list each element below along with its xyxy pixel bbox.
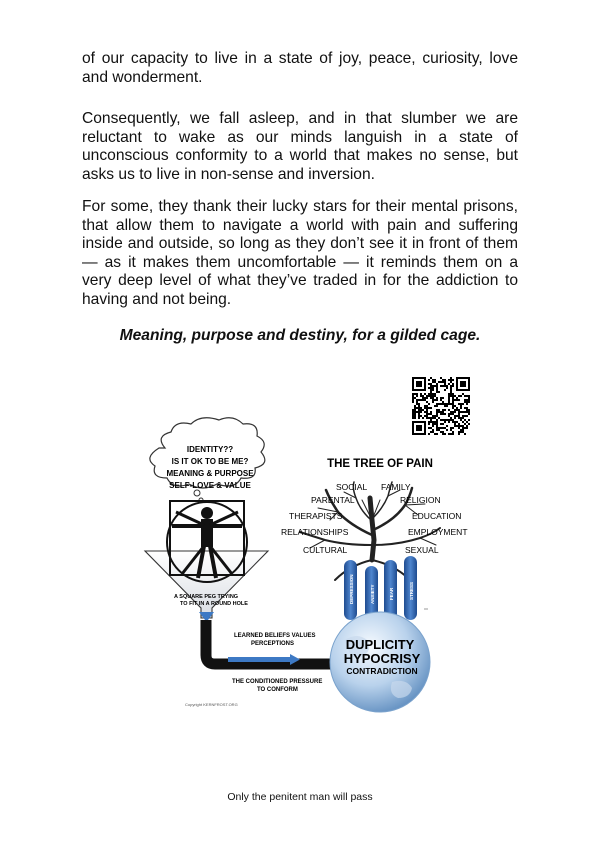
pipe-bottom-2: TO CONFORM — [257, 687, 298, 693]
branch-cultural: CULTURAL — [303, 545, 348, 555]
pipe-bottom-1: THE CONDITIONED PRESSURE — [232, 679, 323, 685]
root-depression: DEPRESSION — [349, 574, 354, 604]
branch-education: EDUCATION — [412, 511, 462, 521]
root-anxiety: ANXIETY — [370, 584, 375, 604]
branch-parental: PARENTAL — [311, 495, 355, 505]
tree-title: THE TREE OF PAIN — [327, 458, 433, 470]
globe — [330, 612, 430, 712]
root-fear: FEAR — [389, 587, 394, 600]
globe-word-duplicity: DUPLICITY — [345, 637, 415, 652]
tagline: Meaning, purpose and destiny, for a gilded cage. — [119, 327, 481, 344]
roots — [344, 556, 417, 620]
copyright-text: Copyright KERNFROST.ORG — [185, 702, 238, 707]
branch-social: SOCIAL — [336, 482, 368, 492]
globe-word-hypocrisy: HYPOCRISY — [343, 651, 421, 666]
funnel-caption-2: TO FIT IN A ROUND HOLE — [180, 601, 248, 607]
bubble-line-3: MEANING & PURPOSE — [166, 469, 254, 478]
funnel-caption-1: A SQUARE PEG TRYING — [174, 594, 239, 600]
paragraph-2: Consequently, we fall asleep, and in that slumber we are reluctant to wake as our minds languish in a state of unconscious conformity to a world that makes no sense, but asks us to live in non-sense and inversion. — [82, 110, 518, 183]
root-stress: STRESS — [409, 581, 414, 600]
tree-of-pain — [281, 458, 468, 712]
footer-text: Only the penitent man will pass — [227, 791, 373, 803]
pipe — [185, 620, 344, 707]
thought-bubble — [150, 418, 265, 502]
branch-religion: RELIGION — [400, 495, 441, 505]
branch-family: FAMILY — [381, 482, 411, 492]
paragraph-3: For some, they thank their lucky stars for their mental prisons, that allow them to navigate a world with pain and suffering inside and outside, so long as they don’t see it in front of them — as it makes them uncomfortable — it reminds them on a very deep level of what they’ve traded in for the addiction to having and not being. — [82, 198, 518, 308]
branch-relationships: RELATIONSHIPS — [281, 527, 349, 537]
branch-therapists: THERAPISTS — [289, 511, 343, 521]
paragraph-1: of our capacity to live in a state of joy, peace, curiosity, love and wonderment. — [82, 50, 518, 86]
pipe-top-2: PERCEPTIONS — [251, 641, 295, 647]
funnel — [145, 501, 268, 622]
globe-word-contradiction: CONTRADICTION — [346, 666, 418, 676]
bubble-line-2: IS IT OK TO BE ME? — [171, 457, 249, 466]
pipe-top-1: LEARNED BELIEFS VALUES — [234, 633, 316, 639]
branch-employment: EMPLOYMENT — [408, 527, 468, 537]
bubble-line-4: SELF-LOVE & VALUE — [169, 481, 251, 490]
branch-sexual: SEXUAL — [405, 545, 439, 555]
bubble-line-1: IDENTITY?? — [186, 445, 234, 454]
